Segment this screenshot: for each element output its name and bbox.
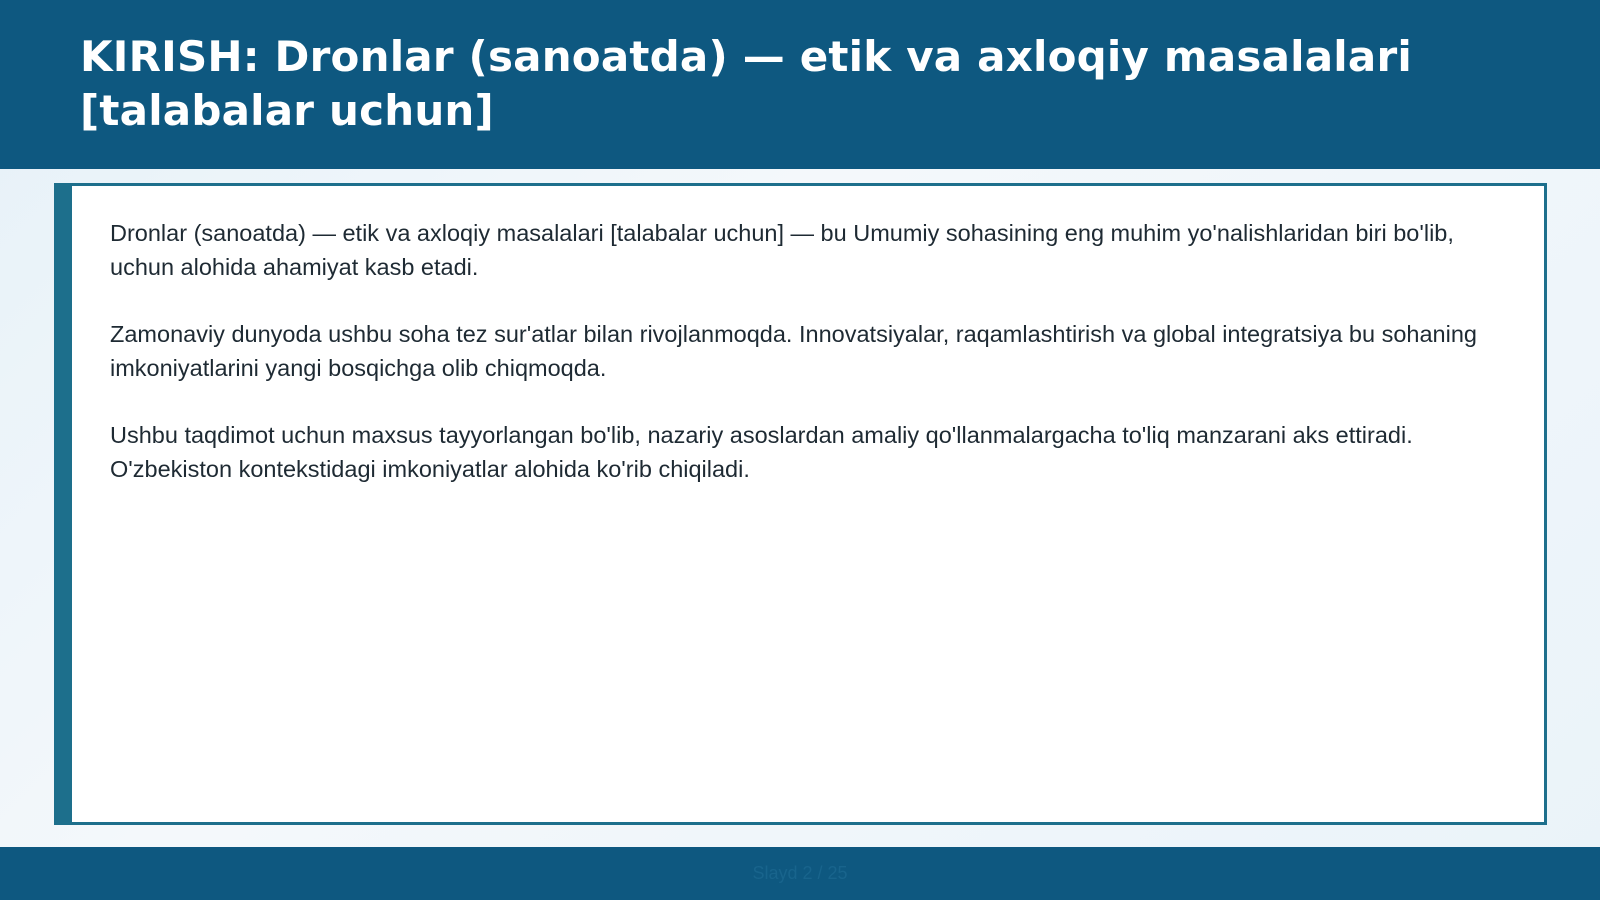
slide-footer [0,847,1600,900]
slide-header [0,0,1600,169]
slide-title: KIRISH: Dronlar (sanoatda) — etik va axloqiy masalalari [talabalar uchun] [80,32,1412,135]
presentation-purpose-paragraph: Ushbu taqdimot uchun maxsus tayyorlangan bo'lib, nazariy asoslardan amaliy qo'llanmalargacha to'liq manzarani aks ettiradi. O'zbekiston kontekstidagi imkoniyatlar alohida ko'rib chiqiladi. [110,422,1413,482]
intro-paragraph: Dronlar (sanoatda) — etik va axloqiy masalalari [talabalar uchun] — bu Umumiy sohasining eng muhim yo'nalishlaridan biri bo'lib, uchun alohida ahamiyat kasb etadi. [110,220,1454,280]
modern-world-paragraph: Zamonaviy dunyoda ushbu soha tez sur'atlar bilan rivojlanmoqda. Innovatsiyalar, raqamlashtirish va global integratsiya bu sohaning imkoniyatlarini yangi bosqichga olib chiqmoqda. [110,321,1477,381]
content-card [54,183,1547,825]
slide-number: Slayd 2 / 25 [752,863,848,883]
